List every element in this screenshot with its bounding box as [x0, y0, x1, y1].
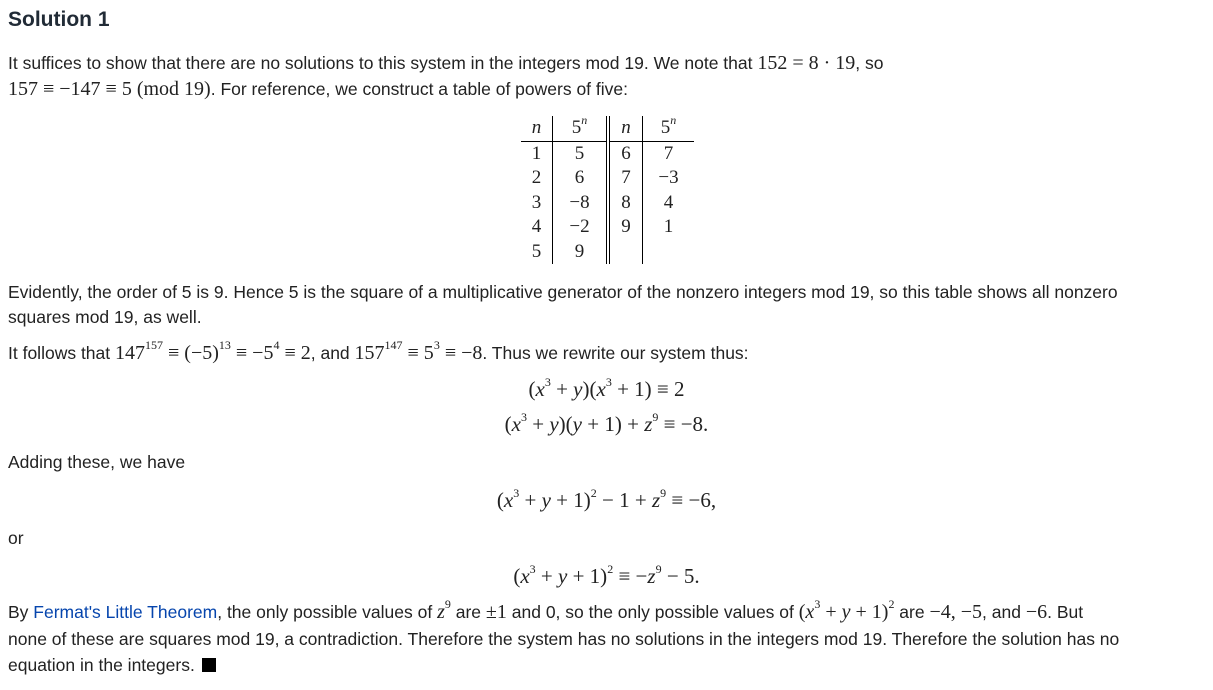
- header-5n: 5$^n$: [643, 116, 695, 141]
- paragraph-follows: [8, 338, 749, 365]
- fermat-text-2: , the only possible values of: [217, 602, 438, 622]
- header-n: n: [521, 116, 553, 141]
- header-n: n: [608, 116, 643, 141]
- follows-text-2: , and: [310, 343, 355, 363]
- cell-n: 5: [521, 240, 553, 265]
- intro-text-3: . For reference, we construct a table of powers of five:: [210, 79, 628, 99]
- math-minus6: −6: [1025, 601, 1048, 623]
- cell-n: [608, 240, 643, 265]
- powers-of-five-table: [521, 112, 694, 264]
- math-147-power: $147^{157} \equiv (-5)^{13} \equiv -5^4 \equiv 2$: [115, 338, 311, 364]
- equation-3: $(x^3 + y + 1)^2 - 1 + z^9 \equiv -6$,: [496, 486, 717, 512]
- cell-n: 1: [521, 141, 553, 166]
- cell-n: 9: [608, 215, 643, 240]
- paragraph-fermat-line3: [8, 653, 216, 677]
- cell-power: 6: [553, 166, 609, 191]
- table-row: [521, 166, 694, 191]
- intro-text-2: , so: [855, 53, 884, 73]
- cell-n: 4: [521, 215, 553, 240]
- equation-2: $(x^3 + y)(y + 1) + z^9 \equiv -8$.: [504, 410, 709, 436]
- cell-power: 4: [663, 191, 674, 213]
- math-values: −4, −5: [929, 601, 983, 623]
- cell-n: 3: [521, 191, 553, 216]
- paragraph-order-line1: Evidently, the order of 5 is 9. Hence 5 is the square of a multiplicative generator of the nonzero integers mod 19, so this table shows all nonzero: [8, 282, 1118, 302]
- math-157-power: $157^{147} \equiv 5^3 \equiv -8$: [354, 338, 483, 364]
- table-row: [521, 215, 694, 240]
- paragraph-order-line2: squares mod 19, as well.: [8, 307, 202, 327]
- fermat-text-6: , and: [982, 602, 1026, 622]
- adding-text: Adding these, we have: [8, 452, 186, 472]
- paragraph-fermat-line1: [8, 597, 1084, 624]
- paragraph-intro-line1: [8, 51, 884, 75]
- cell-power: −8: [553, 191, 609, 216]
- fermat-text-4: and 0, so the only possible values of: [506, 602, 799, 622]
- cell-power: 1: [663, 216, 674, 238]
- solution-heading: Solution 1: [8, 8, 110, 31]
- paragraph-fermat-line2: none of these are squares mod 19, a contradiction. Therefore the system has no solutions in the integers mod 19. Therefore the solution has no: [8, 629, 1120, 649]
- qed-square-icon: [202, 658, 216, 672]
- intro-text: It suffices to show that there are no solutions to this system in the integers mod 19. We note that: [8, 53, 758, 73]
- cell-n: 6: [608, 141, 643, 166]
- table-header-row: [521, 116, 694, 141]
- fermat-text-3: are: [450, 602, 486, 622]
- equation-4: $(x^3 + y + 1)^2 \equiv -z^9 - 5$.: [513, 562, 700, 588]
- fermat-line3-text: equation in the integers.: [8, 655, 195, 675]
- math-z9: $z^9$: [437, 597, 451, 623]
- header-5n: 5$^n$: [553, 116, 609, 141]
- cell-n: 8: [608, 191, 643, 216]
- table-row: [521, 191, 694, 216]
- fermats-little-theorem-link[interactable]: Fermat's Little Theorem: [33, 602, 218, 622]
- cell-power: 5: [553, 141, 609, 166]
- math-152: 152 = 8 · 19: [757, 52, 856, 74]
- cell-n: 2: [521, 166, 553, 191]
- or-text: or: [8, 528, 24, 548]
- cell-n: 7: [608, 166, 643, 191]
- fermat-text: By: [8, 602, 34, 622]
- cell-power: 9: [553, 240, 609, 265]
- math-square-expr: $(x^3 + y + 1)^2$: [798, 597, 895, 623]
- fermat-text-5: are: [894, 602, 930, 622]
- math-congruence-157: 157 ≡ −147 ≡ 5 (mod 19): [8, 78, 211, 100]
- cell-power: [643, 240, 695, 265]
- follows-text-3: . Thus we rewrite our system thus:: [482, 343, 749, 363]
- equation-1: $(x^3 + y)(x^3 + 1) \equiv 2$: [528, 375, 685, 401]
- fermat-text-7: . But: [1047, 602, 1084, 622]
- paragraph-intro-line2: [8, 77, 628, 101]
- table-row: [521, 240, 694, 265]
- follows-text: It follows that: [8, 343, 115, 363]
- cell-power: −2: [553, 215, 609, 240]
- table-row: [521, 141, 694, 166]
- cell-power: −3: [658, 167, 679, 189]
- cell-power: 7: [663, 142, 674, 164]
- math-pm1: ±1: [485, 601, 507, 623]
